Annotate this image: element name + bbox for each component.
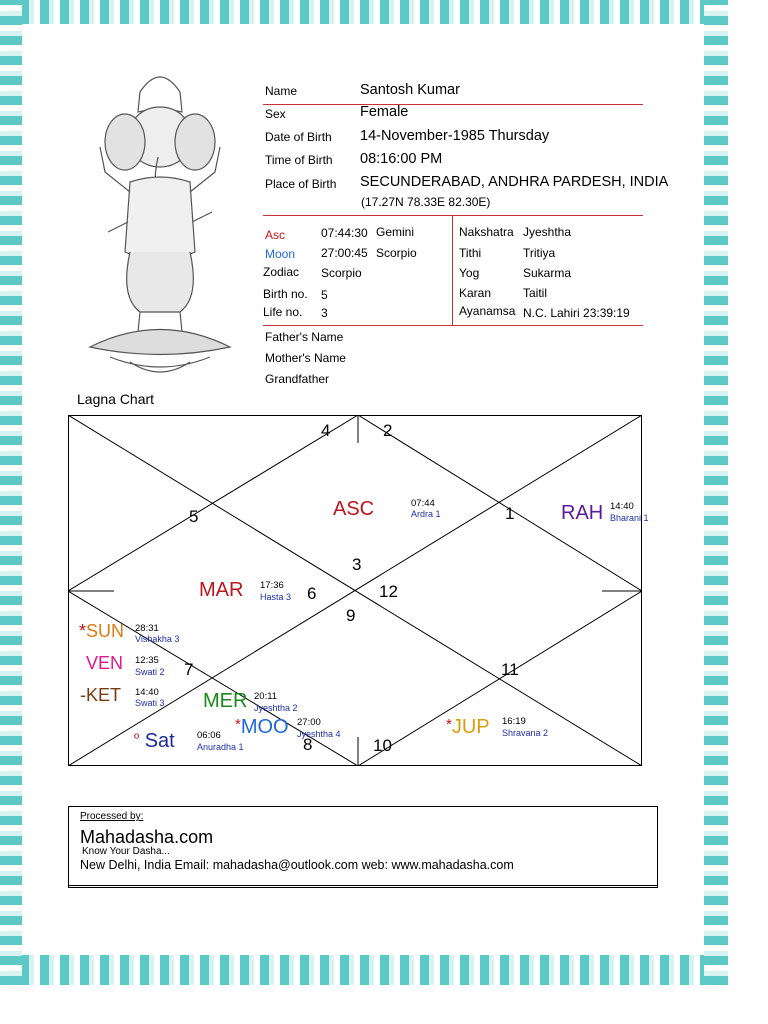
planet-sun [79, 621, 124, 642]
planet-nakshatra: Swati 2 [135, 667, 165, 677]
planet-nakshatra: Anuradha 1 [197, 742, 244, 752]
planet-degree: 07:44 [411, 498, 435, 509]
contact-info: New Delhi, India Email: mahadasha@outlook.com web: www.mahadasha.com [80, 858, 514, 872]
planet-degree: 14:40 [135, 687, 159, 698]
planet-moo [235, 716, 289, 739]
sex-label: Sex [265, 107, 286, 121]
planet-nakshatra: Bharani 1 [610, 513, 649, 523]
karan-value: Taitil [523, 286, 548, 300]
zodiac-label: Zodiac [263, 265, 300, 279]
planet-nakshatra: Vishakha 3 [135, 634, 180, 644]
tob-value: 08:16:00 PM [360, 151, 443, 167]
planet-degree: 28:31 [135, 623, 159, 634]
planet-jup [446, 716, 490, 739]
planet-degree: 16:19 [502, 716, 526, 727]
brand-name: Mahadasha.com [80, 827, 214, 847]
sex-value: Female [360, 104, 409, 120]
house-number: 8 [303, 735, 313, 754]
planet-mar: MAR [199, 579, 244, 601]
dob-label: Date of Birth [265, 130, 332, 144]
planet-mark: * [79, 621, 87, 641]
lagna-chart-grid [68, 415, 642, 766]
divider [263, 104, 643, 105]
divider [263, 215, 643, 216]
planet-name: Sat [144, 730, 175, 752]
house-number: 7 [184, 660, 194, 679]
asc-sign: Gemini [376, 225, 415, 239]
name-label: Name [265, 84, 298, 98]
chart-title: Lagna Chart [77, 391, 155, 407]
father-name-label: Father's Name [265, 330, 344, 344]
planet-asc: ASC [333, 498, 375, 520]
tithi-value: Tritiya [523, 246, 556, 260]
asc-time: 07:44:30 [321, 226, 368, 240]
planet-mark: * [446, 716, 452, 733]
moon-label: Moon [265, 247, 296, 261]
house-number: 2 [383, 421, 393, 440]
house-number: 5 [189, 507, 199, 526]
nakshatra-value: Jyeshtha [523, 225, 572, 239]
planet-mark: * [235, 716, 241, 733]
processed-by-label: Processed by: [80, 811, 144, 822]
planet-nakshatra: Jyeshtha 2 [254, 703, 298, 713]
planet-nakshatra: Swati 3 [135, 698, 165, 708]
planet-degree: 20:11 [254, 691, 278, 702]
house-number: 10 [373, 736, 392, 755]
planet-name: JUP [451, 716, 490, 738]
dob-value: 14-November-1985 Thursday [360, 128, 550, 144]
ayanamsa-label: Ayanamsa [459, 304, 516, 318]
footer-box [68, 806, 658, 888]
divider-vertical [452, 215, 453, 325]
planet-degree: 17:36 [260, 580, 284, 591]
birthno-value: 5 [321, 288, 328, 302]
pob-label: Place of Birth [265, 177, 337, 191]
asc-label: Asc [265, 228, 286, 242]
house-number: 1 [505, 504, 515, 523]
yog-value: Sukarma [523, 266, 572, 280]
nakshatra-label: Nakshatra [459, 225, 514, 239]
planet-nakshatra: Jyeshtha 4 [297, 729, 341, 739]
house-number: 4 [321, 421, 331, 440]
house-number: 6 [307, 584, 317, 603]
moon-time: 27:00:45 [321, 246, 368, 260]
lifeno-label: Life no. [263, 305, 303, 319]
tob-label: Time of Birth [265, 153, 333, 167]
planet-nakshatra: Ardra 1 [411, 509, 441, 519]
planet-ket: -KET [80, 685, 122, 705]
house-number: 11 [501, 660, 519, 679]
birthno-label: Birth no. [263, 287, 308, 301]
ayanamsa-value: N.C. Lahiri 23:39:19 [523, 306, 630, 320]
planet-sat [134, 730, 175, 753]
planet-degree: 14:40 [610, 501, 634, 512]
planet-nakshatra: Shravana 2 [502, 728, 549, 738]
house-number: 9 [346, 606, 356, 625]
planet-nakshatra: Hasta 3 [260, 592, 292, 602]
name-value: Santosh Kumar [360, 82, 460, 98]
moon-sign: Scorpio [376, 246, 417, 260]
divider [263, 325, 643, 326]
planet-mark: º [134, 730, 140, 746]
pob-value: SECUNDERABAD, ANDHRA PARDESH, INDIA [360, 174, 669, 190]
yog-label: Yog [459, 266, 480, 280]
planet-degree: 06:06 [197, 730, 221, 741]
planet-degree: 12:35 [135, 655, 159, 666]
planet-ven: VEN [86, 653, 124, 673]
coordinates: (17.27N 78.33E 82.30E) [361, 195, 491, 209]
karan-label: Karan [459, 286, 492, 300]
tithi-label: Tithi [459, 246, 482, 260]
planet-name: SUN [86, 621, 125, 641]
house-number: 12 [379, 582, 398, 601]
zodiac-value: Scorpio [321, 266, 362, 280]
ganesha-illustration [70, 62, 250, 382]
house-number: 3 [352, 555, 362, 574]
planet-rah: RAH [561, 502, 604, 524]
lifeno-value: 3 [321, 306, 328, 320]
mother-name-label: Mother's Name [265, 351, 346, 365]
planet-name: MOO [240, 716, 289, 738]
planet-mer: MER [203, 690, 248, 712]
planet-degree: 27:00 [297, 717, 321, 728]
grandfather-label: Grandfather [265, 372, 330, 386]
footer-rule [69, 885, 657, 886]
brand-tagline: Know Your Dasha... [82, 846, 170, 857]
